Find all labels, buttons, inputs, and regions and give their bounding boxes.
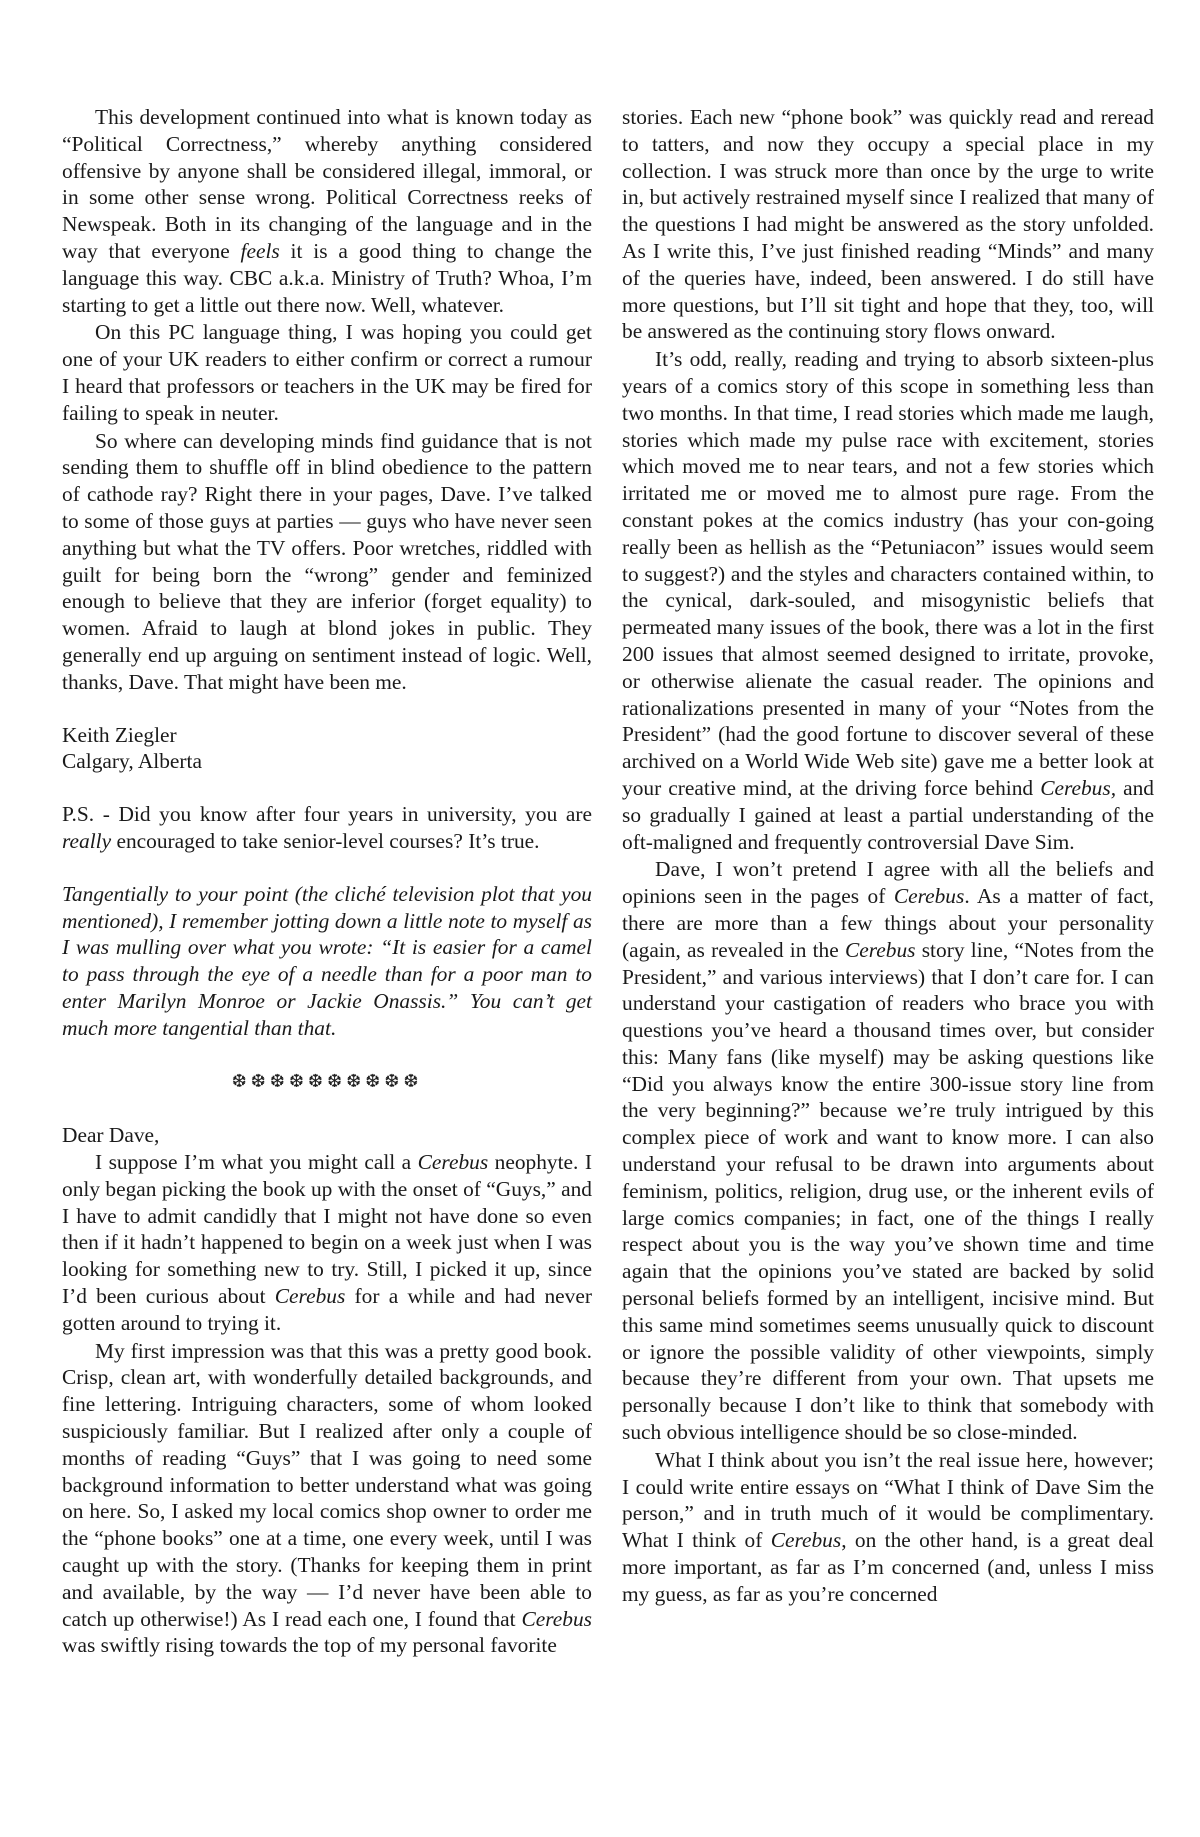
salutation: Dear Dave,: [62, 1123, 160, 1148]
paragraph: My first impression was that this was a pretty good book. Crisp, clean art, with wonderfully detailed backgrounds, and fine lettering. Intriguing characters, some of whom looked suspiciously familiar. But I realized after only a couple of months of reading “Guys” that I was going to need some background information to better understand what was going on here. So, I asked my local comics shop owner to order me the “phone books” one at a time, one every week, until I was caught up with the story. (Thanks for keeping them in print and available, by the way — I’d never have been able to catch up otherwise!) As I read each one, I found that Cerebus was swiftly rising towards the top of my personal favorite: [62, 1338, 592, 1658]
section-divider: ❆❆❆❆❆❆❆❆❆❆: [231, 1070, 423, 1092]
left-column: [62, 104, 592, 1660]
paragraph: What I think about you isn’t the real issue here, however; I could write entire essays on “What I think of Dave Sim the person,” and in truth much of it would be complimentary. What I think of Cerebus, on the other hand, is a great deal more important, as far as I’m concerned (and, unless I miss my guess, as far as you’re concerned: [622, 1447, 1154, 1606]
paragraph: This development continued into what is known today as “Political Correctness,” whereby anything considered offensive by anyone shall be considered illegal, immoral, or in some other sense wrong. Political Correctness reeks of Newspeak. Both in its changing of the language and in the way that everyone feels it is a good thing to change the language this way. CBC a.k.a. Ministry of Truth? Whoa, I’m starting to get a little out there now. Well, whatever.: [62, 105, 592, 317]
signature: [62, 722, 592, 776]
signature-name: Keith Ziegler: [62, 722, 177, 747]
paragraph: So where can developing minds find guidance that is not sending them to shuffle off in blind obedience to the pattern of cathode ray? Right there in your pages, Dave. I’ve talked to some of those guys at parties — guys who have never seen anything but what the TV offers. Poor wretches, riddled with guilt for being born the “wrong” gender and feminized enough to believe that they are inferior (forget equality) to women. Afraid to laugh at blond jokes in public. They generally end up arguing on sentiment instead of logic. Well, thanks, Dave. That might have been me.: [62, 428, 592, 694]
paragraph: Dave, I won’t pretend I agree with all the beliefs and opinions seen in the pages of Cerebus. As a matter of fact, there are more than a few things about your personality (again, as revealed in the Cerebus story line, “Notes from the President,” and various interviews) that I don’t care for. I can understand your castigation of readers who brace you with questions you’ve heard a thousand times over, but consider this: Many fans (like myself) may be asking questions like “Did you always know the entire 300-issue story line from the very beginning?” because we’re truly intrigued by this complex piece of work and want to know more. I can also understand your refusal to be drawn into arguments about feminism, politics, religion, drug use, or the inherent evils of large comics companies; in fact, one of the things I really respect about you is the way you’ve shown time and time again that the opinions you’ve stated are backed by solid personal beliefs formed by an intelligent, incisive mind. But this same mind sometimes seems unusually quick to discount or ignore the possible validity of other viewpoints, simply because they’re different from your own. That upsets me personally because I don’t like to think that somebody with such obvious intelligence should be so close-minded.: [622, 857, 1154, 1445]
paragraph: I suppose I’m what you might call a Cerebus neophyte. I only began picking the book up with the onset of “Guys,” and I have to admit candidly that I might not have done so even then if it hadn’t happened to begin on a week just when I was looking for something new to try. Still, I picked it up, since I’d been curious about Cerebus for a while and had never gotten around to trying it.: [62, 1150, 592, 1335]
signature-place: Calgary, Alberta: [62, 749, 202, 774]
right-column: [622, 104, 1154, 1609]
paragraph: stories. Each new “phone book” was quickly read and reread to tatters, and now they occupy a special place in my collection. I was struck more than once by the urge to write in, but actively restrained myself since I realized that many of the questions I had might be answered as the story unfolded. As I write this, I’ve just finished reading “Minds” and many of the queries have, indeed, been answered. I do still have more questions, but I’ll sit tight and hope that they, too, will be answered as the continuing story flows onward.: [622, 105, 1154, 344]
postscript: P.S. - Did you know after four years in university, you are really encouraged to take senior-level courses? It’s true.: [62, 802, 592, 853]
editor-reply: Tangentially to your point (the cliché television plot that you mentioned), I remember jotting down a little note to myself as I was mulling over what you wrote: “It is easier for a camel to pass through the eye of a needle than for a poor man to enter Marilyn Monroe or Jackie Onassis.” You can’t get much more tangential than that.: [62, 881, 592, 1040]
paragraph: It’s odd, really, reading and trying to absorb sixteen-plus years of a comics story of this scope in something less than two months. In that time, I read stories which made me laugh, stories which made my pulse race with excitement, stories which moved me to near tears, and not a few stories which irritated me or moved me to almost pure rage. From the constant pokes at the comics industry (has your con-going really been as hellish as the “Petuniacon” issues would seem to suggest?) and the styles and characters contained within, to the cynical, dark-souled, and misogynistic beliefs that permeated many issues of the book, there was a lot in the first 200 issues that almost seemed designed to irritate, provoke, or otherwise alienate the casual reader. The opinions and rationalizations presented in many of your “Notes from the President” (had the good fortune to discover several of these archived on a World Wide Web site) gave me a better look at your creative mind, at the driving force behind Cerebus, and so gradually I gained at least a partial understanding of the oft-maligned and frequently controversial Dave Sim.: [622, 347, 1154, 854]
paragraph: On this PC language thing, I was hoping you could get one of your UK readers to either confirm or correct a rumour I heard that professors or teachers in the UK may be fired for failing to speak in neuter.: [62, 320, 592, 425]
